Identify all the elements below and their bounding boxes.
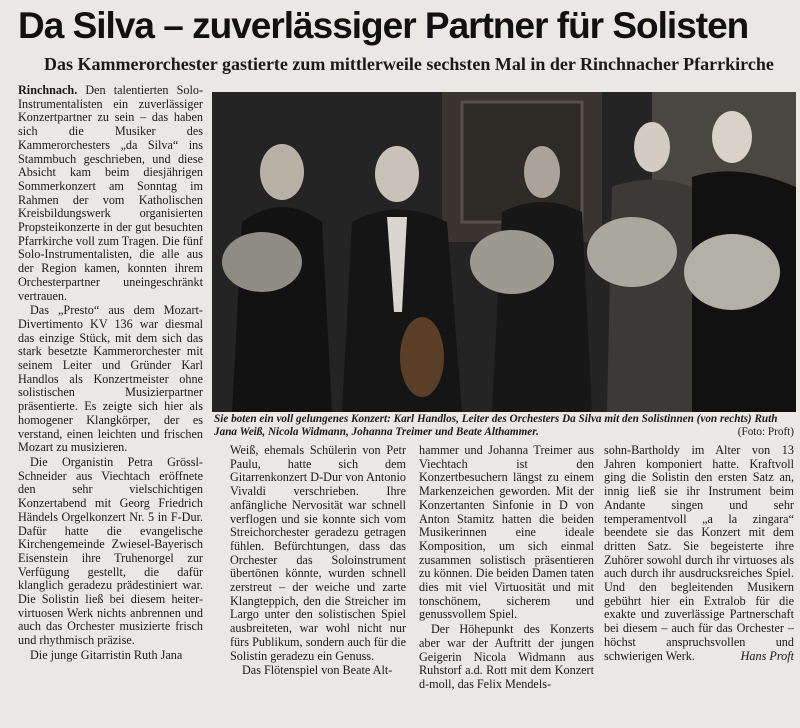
photo-illustration (212, 92, 796, 412)
article-column-2 (230, 444, 406, 724)
dateline: Rinchnach. (18, 84, 78, 97)
paragraph: sohn-Bartholdy im Alter von 13 Jahren komponiert hatte. Kraftvoll ging die Solistin den ersten Satz an, innig ließ sie ihr Instrument beim Andante singen und sehr temperamentvoll „a la zingara“ beendete sie das Konzert mit dem dritten Satz. Sie begeisterte ihre Zuhörer sowohl durch ihr virtuoses als auch durch ihr ausdrucksreiches Spiel. Und den begleitenden Musikern gebührt hier ein Extralob für die exakte und zuverlässige Partnerschaft bei diesem – auch für das Orchester – höchst anspruchsvollen und schwierigen Werk. (604, 444, 794, 663)
photo-credit: (Foto: Proft) (737, 426, 794, 438)
paragraph: hammer und Johanna Treimer aus Viechtach ist den Konzertbesuchern längst zu einem Markenzeichen geworden. Mit der Konzertanten Sinfonie in D von Anton Stamitz hatten die beiden Musikerinnen eine ideale Komposition, um sich einmal zusammen solistisch präsentieren zu können. Die beiden Damen taten dies mit viel Virtuosität und mit tonschönem, sicherem und genussvollem Spiel. (419, 444, 594, 622)
paragraph: Das Flötenspiel von Beate Alt- (242, 663, 393, 678)
paragraph: Die junge Gitarristin Ruth Jana (30, 647, 183, 662)
author-byline: Hans Proft (740, 648, 794, 663)
article-column-4 (604, 444, 794, 724)
concert-photo (212, 92, 796, 412)
paragraph: Weiß, ehemals Schülerin von Petr Paulu, hatte sich dem Gitarrenkonzert D-Dur von Antonio Vivaldi verschrieben. Ihre anfängliche Nervosität war schnell verflogen und sie konnte sich vom Streichorchester geradezu getragen fühlen. Befürchtungen, dass das Orchester das Soloinstrument übertönen könnte, wurden schnell zerstreut – der weiche und zarte Klangteppich, den die Streicher im Largo unter den solistischen Spiel ausbreiteten, war wohl nicht nur fürs Publikum, sondern auch für die Solistin geradezu ein Genuss. (230, 444, 406, 663)
photo-caption (214, 413, 794, 439)
article-column-3 (419, 444, 594, 724)
headline: Da Silva – zuverlässiger Partner für Solisten (18, 5, 749, 46)
caption-text: Sie boten ein voll gelungenes Konzert: Karl Handlos, Leiter des Orchesters Da Silva mit den Solistinnen (von rechts) Ruth Jana Weiß, Nicola Widmann, Johanna Treimer und Beate Althammer. (214, 413, 778, 438)
paragraph: Der Höhepunkt des Konzerts aber war der Auftritt der jungen Geigerin Nicola Widmann aus Ruhstorf a.d. Rott mit dem Konzert d-moll, das Felix Mendels- (419, 622, 594, 691)
paragraph: Den talentierten Solo-Instrumentalisten ein zuverlässiger Konzertpartner zu sein – das haben sich die Musiker des Kammerorchesters „da Silva“ ins Stammbuch geschrieben, und diese Absicht kam beim diesjährigen Sommerkonzert am Sonntag im Rahmen der vom Katholischen Kreisbildungswerk organisierten Propsteikonzerte in der gut besuchten Pfarrkirche voll zum Tragen. Die fünf Solo-Instrumentalisten, die alle aus der Region kamen, konnten ihrem Orchesterpartner uneingeschränkt vertrauen. (18, 84, 203, 303)
paragraph: Die Organistin Petra Grössl-Schneider aus Viechtach eröffnete den sehr vielschichtigen Konzertabend mit Georg Friedrich Händels Orgelkonzert Nr. 5 in F-Dur. Dafür hatte die evangelische Kirchengemeinde Zwiesel-Bayerisch Eisenstein ihre Truhenorgel zur Verfügung gestellt, die dafür klanglich geradezu prädestiniert war. Die Solistin ließ bei diesem heiter-virtuosen Werk nichts anbrennen und auch das Orchester musizierte frisch und rhythmisch präzise. (18, 454, 203, 648)
paragraph: Das „Presto“ aus dem Mozart-Divertimento KV 136 war diesmal das einzige Stück, mit dem sich das stark besetzte Kammerorchester mit seinem Leiter und Gründer Karl Handlos als Konzertmeister ohne solistischen Musizierpartner präsentierte. Es zeigte sich hier als homogener Klangkörper, der es verstand, einen leichten und frischen Mozart zu musizieren. (18, 303, 203, 455)
subheadline: Das Kammerorchester gastierte zum mittlerweile sechsten Mal in der Rinchnacher Pfarrkirche (44, 54, 774, 74)
article-column-1 (18, 84, 203, 724)
